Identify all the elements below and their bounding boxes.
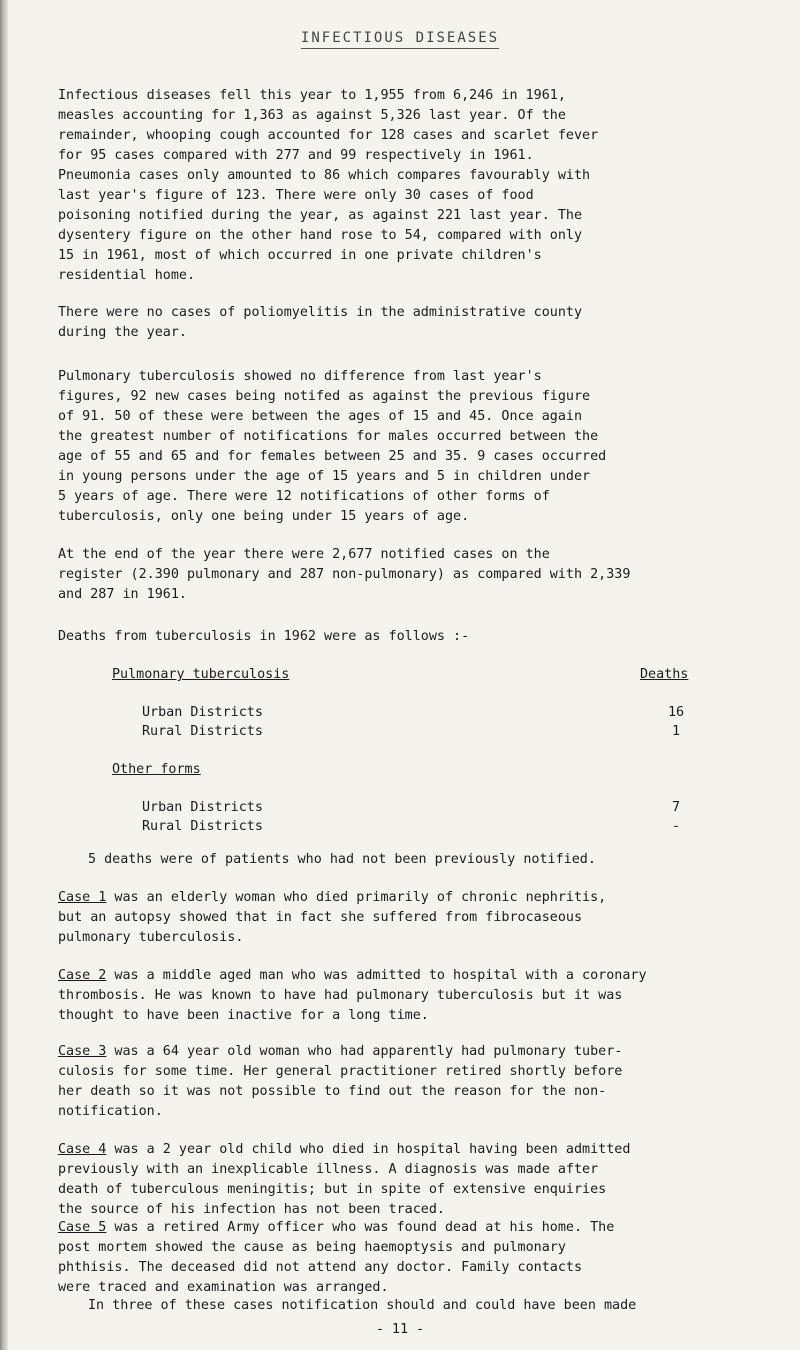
- paragraph-poliomyelitis: There were no cases of poliomyelitis in the administrative county during the year.: [58, 305, 583, 340]
- page-number: - 11 -: [375, 1322, 425, 1337]
- case-5: Case 5 was a retired Army officer who was found dead at his home. The post mortem showed the cause as being haemoptysis and pulmonary phthisis. The deceased did not attend any doctor. Family contacts were traced and examination was arranged.: [58, 1220, 615, 1295]
- table-row-label: Urban Districts: [142, 705, 263, 720]
- case-2: Case 2 was a middle aged man who was admitted to hospital with a coronary thrombosis. He was known to have had pulmonary tuberculosis but it was thought to have been inactive for a long time.: [58, 968, 647, 1023]
- table-row-value: -: [672, 819, 681, 834]
- table-heading-pulmonary: Pulmonary tuberculosis: [112, 667, 290, 682]
- case-4: Case 4 was a 2 year old child who died in hospital having been admitted previously with an inexplicable illness. A diagnosis was made after death of tuberculous meningitis; but in spite of extensive enquiries the source of his infection has not been traced.: [58, 1142, 631, 1217]
- table-row-value: 7: [672, 800, 681, 815]
- paragraph-infectious-summary: Infectious diseases fell this year to 1,955 from 6,246 in 1961, measles accounting for 1,363 as against 5,326 last year. Of the remainder, whooping cough accounted for 128 cases and scarlet fever for 95 cases compared with 277 and 99 respectively in 1961. Pneumonia cases only amounted to 86 which compares favourably with last year's figure of 123. There were only 30 cases of food poisoning notified during the year, as against 221 last year. The dysentery figure on the other hand rose to 54, compared with only 15 in 1961, most of which occurred in one private children's residential home.: [58, 88, 599, 283]
- deaths-intro: Deaths from tuberculosis in 1962 were as follows :-: [58, 629, 470, 644]
- table-row-label: Rural Districts: [142, 724, 263, 739]
- table-heading-deaths: Deaths: [640, 667, 689, 682]
- table-row-value: 1: [672, 724, 681, 739]
- closing-line: In three of these cases notification should and could have been made: [88, 1298, 637, 1313]
- case-3: Case 3 was a 64 year old woman who had apparently had pulmonary tuber- culosis for some time. Her general practitioner retired shortly before her death so it was not possible to find out the reason for the non- notification.: [58, 1044, 623, 1119]
- section-heading: INFECTIOUS DISEASES: [0, 30, 800, 46]
- table-row-value: 16: [668, 705, 685, 720]
- not-notified-statement: 5 deaths were of patients who had not been previously notified.: [88, 852, 596, 867]
- case-1: Case 1 was an elderly woman who died primarily of chronic nephritis, but an autopsy showed that in fact she suffered from fibrocaseous pulmonary tuberculosis.: [58, 890, 607, 945]
- paragraph-register: At the end of the year there were 2,677 notified cases on the register (2.390 pulmonary and 287 non-pulmonary) as compared with 2,339 and 287 in 1961.: [58, 547, 631, 602]
- table-row-label: Urban Districts: [142, 800, 263, 815]
- table-heading-other-forms: Other forms: [112, 762, 201, 777]
- table-row-label: Rural Districts: [142, 819, 263, 834]
- paragraph-pulmonary-tb: Pulmonary tuberculosis showed no difference from last year's figures, 92 new cases being notifed as against the previous figure of 91. 50 of these were between the ages of 15 and 45. Once again the greatest number of notifications for males occurred between the age of 55 and 65 and for females between 25 and 35. 9 cases occurred in young persons under the age of 15 years and 5 in children under 5 years of age. There were 12 notifications of other forms of tuberculosis, only one being under 15 years of age.: [58, 369, 607, 524]
